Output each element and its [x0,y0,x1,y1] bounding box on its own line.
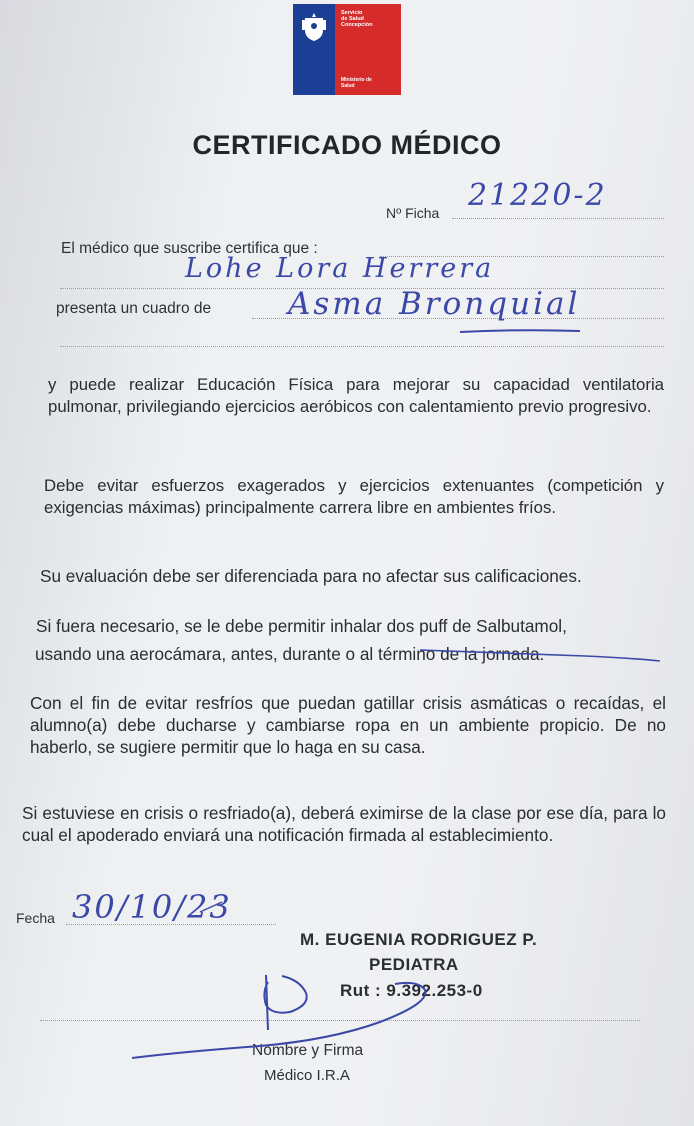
paragraph-colds: Con el fin de evitar resfríos que puedan gatillar crisis asmáticas o recaídas, el alumno(a) debe ducharse y cambiarse ropa en un ambiente propicio. De no haberlo, se sugiere permitir que lo haga en su casa. [30,693,666,757]
salbutamol-underline-stroke [420,650,660,661]
patient-name-handwritten: Lohe Lora Herrera [185,253,495,284]
logo-ministry-text: Ministerio de Salud [341,77,372,89]
date-slash-stroke [200,902,222,912]
date-handwritten: 30/10/23 [72,888,232,926]
document-title: CERTIFICADO MÉDICO [192,130,502,160]
paragraph-evaluation: Su evaluación debe ser diferenciada para no afectar sus calificaciones. [40,566,582,586]
date-label: Fecha [16,910,55,926]
logo-service-text: Servicio de Salud Concepción [341,10,373,28]
ficha-label: Nº Ficha [386,205,440,221]
diagnosis-handwritten: Asma Bronquial [288,286,581,322]
signature-stroke [132,975,425,1058]
ficha-number-handwritten: 21220-2 [468,178,607,213]
signature-role: Médico I.R.A [264,1067,350,1084]
diagnosis-underline-stroke [460,330,580,332]
paragraph-crisis: Si estuviese en crisis o resfriado(a), deberá eximirse de la clase por ese día, para lo cual el apoderado enviará una notificación firmada al establecimiento. [22,803,666,845]
presents-label: presenta un cuadro de [56,300,212,317]
doctor-name: M. EUGENIA RODRIGUEZ P. [300,930,538,949]
certify-label: El médico que suscribe certifica que : [61,240,318,257]
paragraph-avoid-effort: Debe evitar esfuerzos exagerados y ejercicios extenuantes (competición y exigencias máximas) principalmente carrera libre en ambientes fríos. [44,476,664,517]
paragraph-salbutamol-line1: Si fuera necesario, se le debe permitir inhalar dos puff de Salbutamol, [36,616,567,636]
signature-label: Nombre y Firma [252,1042,364,1059]
paragraph-physical-education: y puede realizar Educación Física para mejorar su capacidad ventilatoria pulmonar, privilegiando ejercicios aeróbicos con calentamiento previo progresivo. [48,375,664,416]
paragraph-salbutamol-line2: usando una aerocámara, antes, durante o al término de la jornada. [35,644,545,664]
doctor-specialty: PEDIATRA [369,955,459,974]
doctor-rut: Rut : 9.392.253-0 [340,981,483,1000]
